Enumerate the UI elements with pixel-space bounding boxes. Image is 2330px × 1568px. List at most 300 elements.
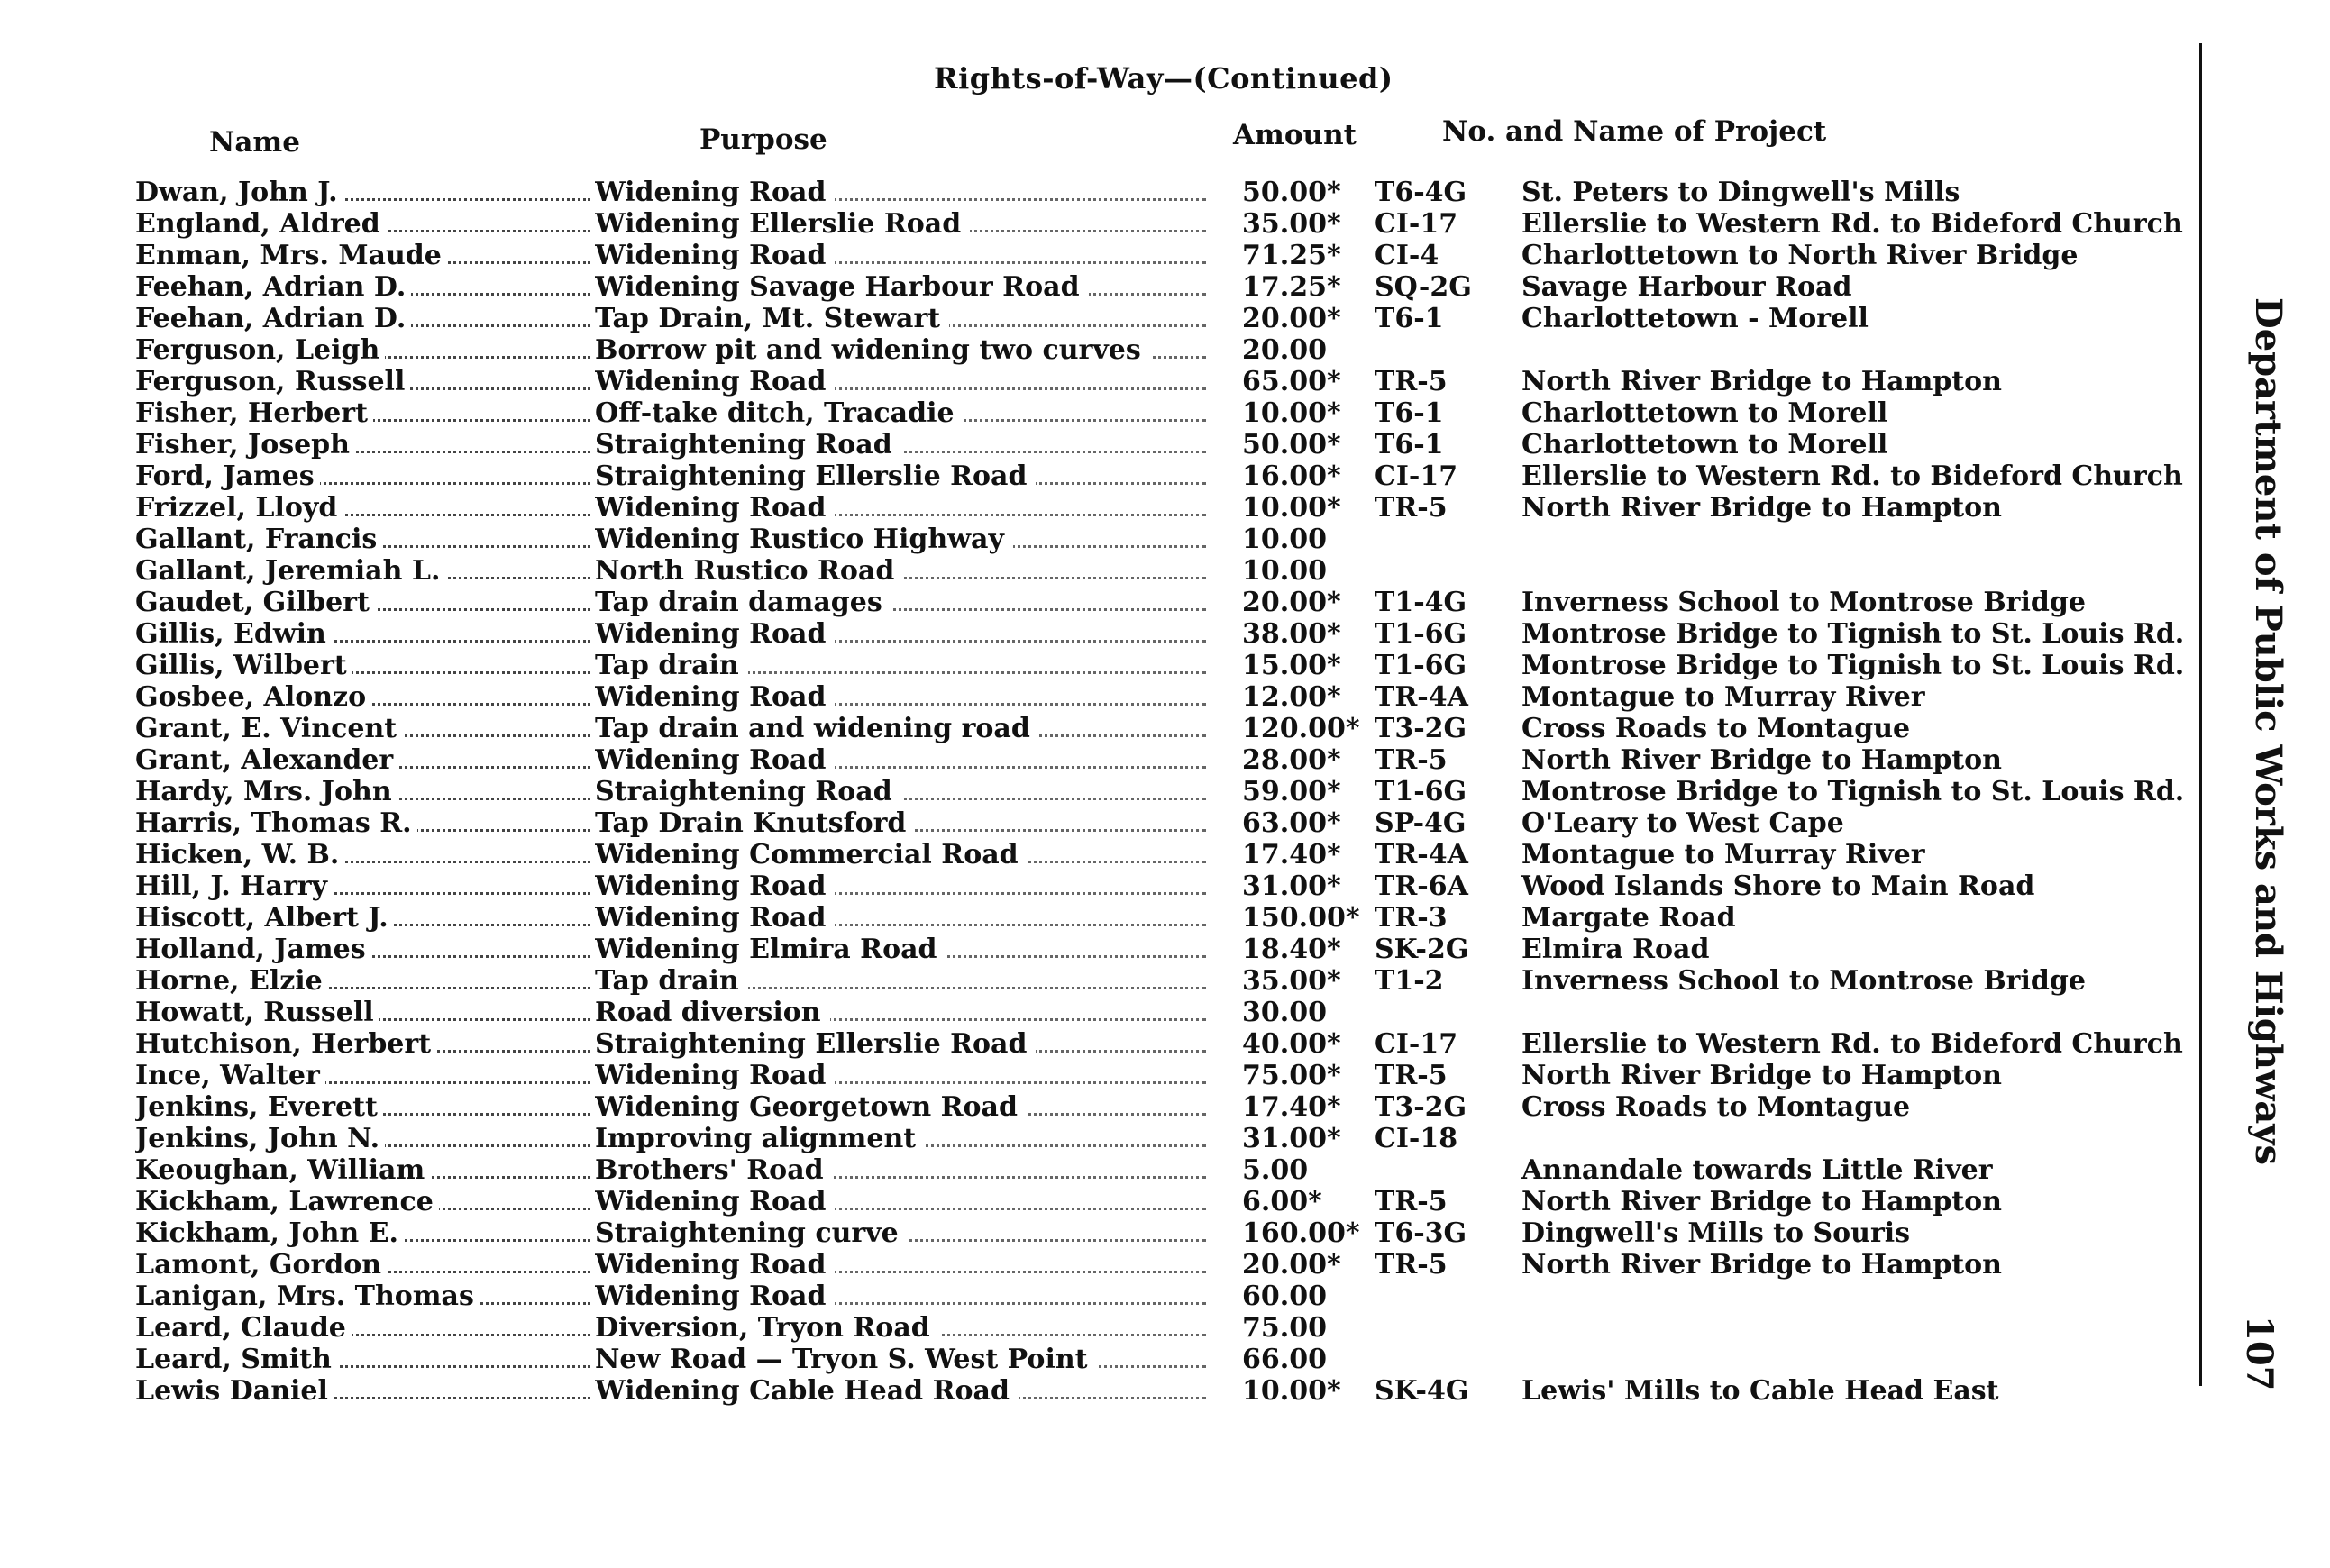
cell-amount: 15.00* — [1242, 650, 1341, 681]
cell-purpose-text: Widening Road — [595, 871, 835, 902]
cell-purpose — [595, 1060, 1217, 1091]
cell-purpose-text: Widening Road — [595, 366, 835, 397]
cell-purpose-text: Widening Road — [595, 744, 835, 776]
table-row — [0, 460, 2199, 492]
cell-amount: 35.00* — [1242, 208, 1341, 240]
cell-name — [135, 871, 590, 902]
cell-purpose — [595, 1217, 1217, 1249]
cell-name-text: Harris, Thomas R. — [135, 807, 417, 839]
cell-project-name: Montague to Murray River — [1521, 681, 1925, 713]
cell-purpose-text: Widening Road — [595, 177, 835, 208]
cell-amount: 10.00* — [1242, 492, 1341, 524]
cell-purpose — [595, 713, 1217, 744]
cell-project-name: North River Bridge to Hampton — [1521, 1249, 2002, 1281]
cell-purpose-text: Tap drain and widening road — [595, 713, 1039, 744]
cell-name — [135, 1375, 590, 1407]
cell-name — [135, 587, 590, 618]
cell-name-text: Dwan, John J. — [135, 177, 343, 208]
cell-project-number: T3-2G — [1375, 1091, 1467, 1123]
cell-purpose — [595, 240, 1217, 271]
cell-purpose-text: Tap Drain Knutsford — [595, 807, 915, 839]
cell-amount: 31.00* — [1242, 1123, 1341, 1154]
cell-purpose-text: Straightening Ellerslie Road — [595, 460, 1036, 492]
cell-purpose — [595, 618, 1217, 650]
table-row — [0, 871, 2199, 902]
cell-project-name: Cross Roads to Montague — [1521, 1091, 1911, 1123]
cell-amount: 40.00* — [1242, 1028, 1341, 1060]
cell-purpose-text: Straightening Ellerslie Road — [595, 1028, 1036, 1060]
cell-purpose-text: Widening Road — [595, 492, 835, 524]
table-row — [0, 1091, 2199, 1123]
table-row — [0, 934, 2199, 965]
cell-name — [135, 618, 590, 650]
cell-amount: 10.00 — [1242, 524, 1327, 555]
cell-purpose — [595, 587, 1217, 618]
cell-purpose — [595, 334, 1217, 366]
cell-name-text: Holland, James — [135, 934, 371, 965]
cell-project-number: T6-1 — [1375, 397, 1444, 429]
table-row — [0, 650, 2199, 681]
cell-purpose — [595, 303, 1217, 334]
cell-project-number: TR-5 — [1375, 744, 1448, 776]
table-row — [0, 1249, 2199, 1281]
cell-purpose — [595, 1028, 1217, 1060]
cell-amount: 20.00* — [1242, 303, 1341, 334]
cell-amount: 6.00* — [1242, 1186, 1322, 1217]
cell-purpose-text: Tap drain damages — [595, 587, 891, 618]
cell-project-number: TR-4A — [1375, 681, 1468, 713]
cell-amount: 10.00* — [1242, 397, 1341, 429]
cell-name — [135, 1217, 590, 1249]
cell-project-number: CI-4 — [1375, 240, 1439, 271]
cell-purpose-text: Borrow pit and widening two curves — [595, 334, 1150, 366]
table-row — [0, 555, 2199, 587]
cell-purpose-text: North Rustico Road — [595, 555, 903, 587]
cell-name — [135, 776, 590, 807]
cell-purpose-text: Widening Ellerslie Road — [595, 208, 970, 240]
cell-name-text: Hardy, Mrs. John — [135, 776, 397, 807]
cell-name-text: Leard, Smith — [135, 1344, 337, 1375]
cell-amount: 17.40* — [1242, 1091, 1341, 1123]
table-row — [0, 271, 2199, 303]
cell-project-number: T1-6G — [1375, 650, 1467, 681]
cell-name-text: Jenkins, John N. — [135, 1123, 385, 1154]
cell-project-name: Elmira Road — [1521, 934, 1710, 965]
cell-project-name: Montague to Murray River — [1521, 839, 1925, 871]
cell-name — [135, 1123, 590, 1154]
table-row — [0, 776, 2199, 807]
cell-project-name: Montrose Bridge to Tignish to St. Louis Rd. — [1521, 776, 2185, 807]
table-row — [0, 1154, 2199, 1186]
cell-project-name: North River Bridge to Hampton — [1521, 744, 2002, 776]
cell-amount: 71.25* — [1242, 240, 1341, 271]
cell-project-name: O'Leary to West Cape — [1521, 807, 1844, 839]
cell-project-number: TR-5 — [1375, 492, 1448, 524]
cell-purpose — [595, 429, 1217, 460]
cell-name — [135, 1060, 590, 1091]
cell-name — [135, 1312, 590, 1344]
cell-project-number: CI-17 — [1375, 1028, 1458, 1060]
cell-name — [135, 1091, 590, 1123]
cell-name-text: Hiscott, Albert J. — [135, 902, 394, 934]
cell-purpose-text: Widening Savage Harbour Road — [595, 271, 1089, 303]
cell-name — [135, 555, 590, 587]
cell-name — [135, 303, 590, 334]
cell-name-text: Gallant, Jeremiah L. — [135, 555, 445, 587]
cell-amount: 20.00 — [1242, 334, 1327, 366]
cell-amount: 120.00* — [1242, 713, 1360, 744]
cell-name-text: Gillis, Wilbert — [135, 650, 352, 681]
cell-amount: 50.00* — [1242, 177, 1341, 208]
cell-project-name: Inverness School to Montrose Bridge — [1521, 965, 2086, 997]
cell-purpose-text: Tap Drain, Mt. Stewart — [595, 303, 949, 334]
cell-name — [135, 744, 590, 776]
cell-purpose-text: Improving alignment — [595, 1123, 925, 1154]
cell-amount: 10.00 — [1242, 555, 1327, 587]
running-head: Department of Public Works and Highways — [2247, 297, 2289, 1166]
cell-name — [135, 807, 590, 839]
cell-name — [135, 208, 590, 240]
cell-name — [135, 965, 590, 997]
cell-name-text: Horne, Elzie — [135, 965, 328, 997]
table-row — [0, 240, 2199, 271]
cell-purpose — [595, 871, 1217, 902]
cell-name-text: Lewis Daniel — [135, 1375, 334, 1407]
cell-project-name: St. Peters to Dingwell's Mills — [1521, 177, 1960, 208]
cell-name-text: Feehan, Adrian D. — [135, 271, 411, 303]
rights-of-way-table — [0, 177, 2199, 1407]
cell-amount: 75.00* — [1242, 1060, 1341, 1091]
cell-project-name: Charlottetown to Morell — [1521, 397, 1888, 429]
cell-amount: 30.00 — [1242, 997, 1327, 1028]
cell-amount: 5.00 — [1242, 1154, 1309, 1186]
cell-project-name: North River Bridge to Hampton — [1521, 1060, 2002, 1091]
table-row — [0, 681, 2199, 713]
column-header-project: No. and Name of Project — [1442, 115, 1827, 148]
cell-name-text: Hill, J. Harry — [135, 871, 333, 902]
cell-purpose-text: Road diversion — [595, 997, 830, 1028]
cell-amount: 65.00* — [1242, 366, 1341, 397]
cell-project-name: Charlottetown to Morell — [1521, 429, 1888, 460]
cell-purpose-text: Straightening curve — [595, 1217, 908, 1249]
cell-name-text: Kickham, Lawrence — [135, 1186, 439, 1217]
cell-amount: 66.00 — [1242, 1344, 1327, 1375]
cell-amount: 20.00* — [1242, 1249, 1341, 1281]
table-row — [0, 366, 2199, 397]
cell-project-name: Margate Road — [1521, 902, 1736, 934]
cell-name-text: Frizzel, Lloyd — [135, 492, 343, 524]
cell-amount: 17.25* — [1242, 271, 1341, 303]
table-row — [0, 713, 2199, 744]
cell-name-text: Fisher, Joseph — [135, 429, 355, 460]
cell-name-text: Gaudet, Gilbert — [135, 587, 375, 618]
cell-project-name: Annandale towards Little River — [1521, 1154, 1993, 1186]
cell-name — [135, 429, 590, 460]
table-row — [0, 397, 2199, 429]
cell-name — [135, 1281, 590, 1312]
cell-purpose-text: Widening Georgetown Road — [595, 1091, 1027, 1123]
cell-name — [135, 334, 590, 366]
cell-name-text: Grant, E. Vincent — [135, 713, 402, 744]
cell-name — [135, 492, 590, 524]
table-row — [0, 1028, 2199, 1060]
table-row — [0, 1281, 2199, 1312]
cell-project-name: Charlottetown - Morell — [1521, 303, 1869, 334]
table-row — [0, 618, 2199, 650]
cell-name — [135, 1344, 590, 1375]
cell-project-number: SK-2G — [1375, 934, 1469, 965]
table-row — [0, 902, 2199, 934]
cell-purpose — [595, 839, 1217, 871]
cell-name-text: Hicken, W. B. — [135, 839, 344, 871]
table-row — [0, 1217, 2199, 1249]
cell-name-text: Keoughan, William — [135, 1154, 430, 1186]
column-header-amount: Amount — [1233, 119, 1357, 151]
cell-amount: 20.00* — [1242, 587, 1341, 618]
cell-purpose — [595, 1091, 1217, 1123]
cell-name-text: Howatt, Russell — [135, 997, 379, 1028]
cell-purpose-text: Widening Cable Head Road — [595, 1375, 1019, 1407]
cell-purpose — [595, 681, 1217, 713]
cell-project-name: Ellerslie to Western Rd. to Bideford Church — [1521, 1028, 2183, 1060]
cell-amount: 59.00* — [1242, 776, 1341, 807]
cell-project-number: SP-4G — [1375, 807, 1467, 839]
cell-project-number: T1-2 — [1375, 965, 1444, 997]
table-row — [0, 744, 2199, 776]
cell-purpose — [595, 902, 1217, 934]
cell-project-number: T6-1 — [1375, 303, 1444, 334]
cell-amount: 150.00* — [1242, 902, 1360, 934]
cell-name-text: Lanigan, Mrs. Thomas — [135, 1281, 480, 1312]
cell-purpose-text: Widening Road — [595, 902, 835, 934]
cell-name — [135, 902, 590, 934]
cell-project-number: TR-5 — [1375, 1060, 1448, 1091]
margin-rule — [2199, 43, 2202, 1386]
table-row — [0, 492, 2199, 524]
cell-purpose-text: Straightening Road — [595, 429, 901, 460]
table-row — [0, 839, 2199, 871]
cell-purpose — [595, 492, 1217, 524]
table-row — [0, 1186, 2199, 1217]
table-row — [0, 1344, 2199, 1375]
page-number: 107 — [2238, 1316, 2280, 1391]
cell-project-number: SK-4G — [1375, 1375, 1469, 1407]
cell-project-number: CI-17 — [1375, 460, 1458, 492]
cell-amount: 28.00* — [1242, 744, 1341, 776]
cell-amount: 35.00* — [1242, 965, 1341, 997]
table-row — [0, 997, 2199, 1028]
cell-purpose-text: Widening Road — [595, 240, 835, 271]
cell-name-text: Gosbee, Alonzo — [135, 681, 371, 713]
cell-purpose-text: Tap drain — [595, 650, 748, 681]
cell-project-number: SQ-2G — [1375, 271, 1472, 303]
cell-project-number: TR-3 — [1375, 902, 1448, 934]
cell-purpose — [595, 1312, 1217, 1344]
cell-amount: 75.00 — [1242, 1312, 1327, 1344]
cell-project-name: Dingwell's Mills to Souris — [1521, 1217, 1911, 1249]
table-row — [0, 1060, 2199, 1091]
cell-project-number: CI-17 — [1375, 208, 1458, 240]
cell-name-text: Gillis, Edwin — [135, 618, 332, 650]
cell-purpose — [595, 744, 1217, 776]
cell-name-text: Hutchison, Herbert — [135, 1028, 436, 1060]
cell-project-name: Savage Harbour Road — [1521, 271, 1852, 303]
cell-purpose — [595, 997, 1217, 1028]
cell-project-number: T1-6G — [1375, 776, 1467, 807]
cell-name — [135, 681, 590, 713]
table-row — [0, 524, 2199, 555]
cell-project-number: T6-4G — [1375, 177, 1467, 208]
table-row — [0, 965, 2199, 997]
cell-amount: 63.00* — [1242, 807, 1341, 839]
cell-purpose — [595, 934, 1217, 965]
column-header-purpose: Purpose — [699, 123, 827, 156]
cell-project-name: Montrose Bridge to Tignish to St. Louis Rd. — [1521, 650, 2185, 681]
cell-name-text: Gallant, Francis — [135, 524, 382, 555]
cell-amount: 38.00* — [1242, 618, 1341, 650]
cell-name — [135, 839, 590, 871]
cell-purpose-text: Widening Road — [595, 618, 835, 650]
cell-name — [135, 366, 590, 397]
cell-name — [135, 460, 590, 492]
cell-project-number: T6-1 — [1375, 429, 1444, 460]
cell-purpose-text: Tap drain — [595, 965, 748, 997]
cell-purpose-text: Widening Elmira Road — [595, 934, 946, 965]
cell-name — [135, 934, 590, 965]
table-row — [0, 807, 2199, 839]
cell-purpose-text: Widening Road — [595, 1249, 835, 1281]
cell-project-name: North River Bridge to Hampton — [1521, 1186, 2002, 1217]
cell-purpose — [595, 1154, 1217, 1186]
table-row — [0, 208, 2199, 240]
cell-project-number: TR-4A — [1375, 839, 1468, 871]
cell-purpose — [595, 1281, 1217, 1312]
cell-project-name: Cross Roads to Montague — [1521, 713, 1911, 744]
cell-project-name: Lewis' Mills to Cable Head East — [1521, 1375, 1999, 1407]
cell-name — [135, 1249, 590, 1281]
cell-purpose-text: Diversion, Tryon Road — [595, 1312, 939, 1344]
cell-name-text: Enman, Mrs. Maude — [135, 240, 447, 271]
cell-project-number: TR-5 — [1375, 366, 1448, 397]
cell-name — [135, 524, 590, 555]
cell-name — [135, 713, 590, 744]
cell-name — [135, 177, 590, 208]
cell-name-text: Feehan, Adrian D. — [135, 303, 411, 334]
table-row — [0, 334, 2199, 366]
cell-amount: 18.40* — [1242, 934, 1341, 965]
cell-project-name: Inverness School to Montrose Bridge — [1521, 587, 2086, 618]
cell-purpose — [595, 271, 1217, 303]
cell-purpose-text: Widening Road — [595, 1186, 835, 1217]
cell-name — [135, 650, 590, 681]
table-row — [0, 1123, 2199, 1154]
cell-name-text: Ince, Walter — [135, 1060, 325, 1091]
cell-purpose — [595, 460, 1217, 492]
table-row — [0, 587, 2199, 618]
cell-project-number: TR-6A — [1375, 871, 1468, 902]
cell-amount: 10.00* — [1242, 1375, 1341, 1407]
cell-purpose-text: Off-take ditch, Tracadie — [595, 397, 964, 429]
cell-name-text: Fisher, Herbert — [135, 397, 373, 429]
page-title: Rights-of-Way—(Continued) — [934, 61, 1393, 96]
cell-purpose — [595, 177, 1217, 208]
cell-project-name: North River Bridge to Hampton — [1521, 366, 2002, 397]
cell-name — [135, 997, 590, 1028]
cell-purpose-text: Brothers' Road — [595, 1154, 833, 1186]
table-row — [0, 177, 2199, 208]
cell-purpose — [595, 1186, 1217, 1217]
cell-project-name: Wood Islands Shore to Main Road — [1521, 871, 2035, 902]
cell-project-name: Montrose Bridge to Tignish to St. Louis Rd. — [1521, 618, 2185, 650]
cell-name-text: Leard, Claude — [135, 1312, 352, 1344]
cell-amount: 160.00* — [1242, 1217, 1360, 1249]
cell-purpose — [595, 650, 1217, 681]
cell-project-name: Ellerslie to Western Rd. to Bideford Church — [1521, 460, 2183, 492]
cell-name — [135, 240, 590, 271]
cell-amount: 12.00* — [1242, 681, 1341, 713]
cell-purpose — [595, 1375, 1217, 1407]
cell-purpose-text: Widening Rustico Highway — [595, 524, 1013, 555]
cell-name — [135, 1028, 590, 1060]
cell-name-text: Ford, James — [135, 460, 320, 492]
table-row — [0, 1312, 2199, 1344]
cell-purpose-text: New Road — Tryon S. West Point — [595, 1344, 1097, 1375]
cell-purpose — [595, 1249, 1217, 1281]
cell-amount: 31.00* — [1242, 871, 1341, 902]
cell-project-number: CI-18 — [1375, 1123, 1458, 1154]
cell-project-number: TR-5 — [1375, 1249, 1448, 1281]
cell-purpose — [595, 208, 1217, 240]
cell-project-number: T3-2G — [1375, 713, 1467, 744]
cell-project-name: North River Bridge to Hampton — [1521, 492, 2002, 524]
cell-project-name: Ellerslie to Western Rd. to Bideford Church — [1521, 208, 2183, 240]
cell-purpose — [595, 776, 1217, 807]
cell-purpose-text: Widening Road — [595, 1281, 835, 1312]
cell-purpose — [595, 1344, 1217, 1375]
cell-purpose — [595, 965, 1217, 997]
cell-project-number: TR-5 — [1375, 1186, 1448, 1217]
cell-name — [135, 397, 590, 429]
cell-purpose — [595, 366, 1217, 397]
table-row — [0, 303, 2199, 334]
cell-name-text: Lamont, Gordon — [135, 1249, 387, 1281]
column-header-name: Name — [209, 126, 300, 159]
cell-amount: 17.40* — [1242, 839, 1341, 871]
cell-name-text: Ferguson, Russell — [135, 366, 410, 397]
cell-amount: 50.00* — [1242, 429, 1341, 460]
cell-project-number: T1-4G — [1375, 587, 1467, 618]
cell-purpose-text: Widening Road — [595, 681, 835, 713]
cell-amount: 60.00 — [1242, 1281, 1327, 1312]
cell-purpose — [595, 555, 1217, 587]
cell-name — [135, 271, 590, 303]
cell-name-text: England, Aldred — [135, 208, 386, 240]
cell-purpose — [595, 524, 1217, 555]
cell-project-number: T1-6G — [1375, 618, 1467, 650]
cell-name — [135, 1186, 590, 1217]
cell-purpose — [595, 397, 1217, 429]
cell-purpose — [595, 807, 1217, 839]
cell-name — [135, 1154, 590, 1186]
table-row — [0, 1375, 2199, 1407]
cell-purpose-text: Widening Commercial Road — [595, 839, 1028, 871]
cell-name-text: Kickham, John E. — [135, 1217, 404, 1249]
cell-purpose-text: Straightening Road — [595, 776, 901, 807]
cell-name-text: Ferguson, Leigh — [135, 334, 385, 366]
table-row — [0, 429, 2199, 460]
cell-purpose — [595, 1123, 1217, 1154]
cell-project-number: T6-3G — [1375, 1217, 1467, 1249]
